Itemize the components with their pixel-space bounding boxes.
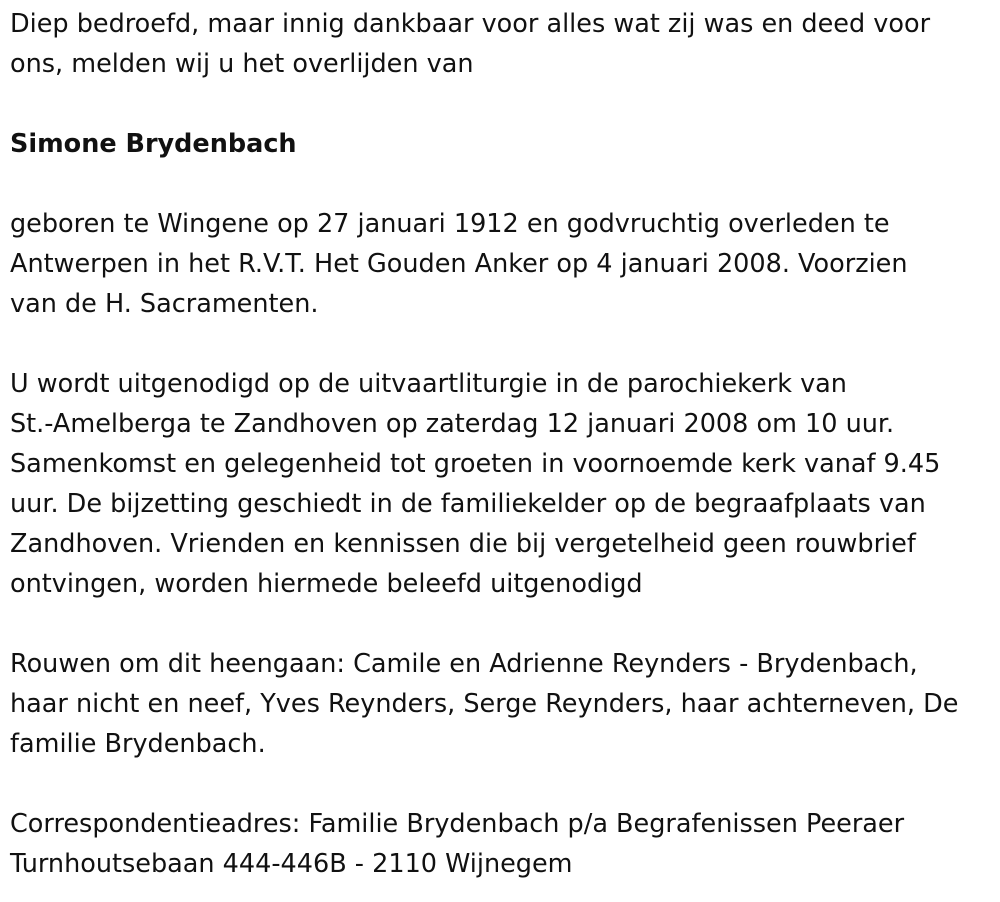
text-line: St.-Amelberga te Zandhoven op zaterdag 12 januari 2008 om 10 uur. <box>10 409 895 439</box>
text-line: Zandhoven. Vrienden en kennissen die bij vergetelheid geen rouwbrief <box>10 529 916 559</box>
text-line: familie Brydenbach. <box>10 729 266 759</box>
funeral-paragraph <box>10 364 990 604</box>
text-line: Diep bedroefd, maar innig dankbaar voor alles wat zij was en deed voor <box>10 9 931 39</box>
correspondence-paragraph <box>10 804 990 884</box>
deceased-name <box>10 124 990 164</box>
text-line: Antwerpen in het R.V.T. Het Gouden Anker op 4 januari 2008. Voorzien <box>10 249 908 279</box>
name-text: Simone Brydenbach <box>10 129 297 159</box>
text-line: Correspondentieadres: Familie Brydenbach p/a Begrafenissen Peeraer <box>10 809 905 839</box>
text-line: geboren te Wingene op 27 januari 1912 en godvruchtig overleden te <box>10 209 890 239</box>
text-line: U wordt uitgenodigd op de uitvaartliturgie in de parochiekerk van <box>10 369 847 399</box>
text-line: ons, melden wij u het overlijden van <box>10 49 474 79</box>
birth-death-paragraph <box>10 204 990 324</box>
intro-paragraph <box>10 4 990 84</box>
text-line: Turnhoutsebaan 444-446B - 2110 Wijnegem <box>10 849 573 879</box>
mourners-paragraph <box>10 644 990 764</box>
text-line: ontvingen, worden hiermede beleefd uitgenodigd <box>10 569 643 599</box>
text-line: Samenkomst en gelegenheid tot groeten in voornoemde kerk vanaf 9.45 <box>10 449 941 479</box>
text-line: uur. De bijzetting geschiedt in de familiekelder op de begraafplaats van <box>10 489 926 519</box>
text-line: haar nicht en neef, Yves Reynders, Serge Reynders, haar achterneven, De <box>10 689 959 719</box>
text-line: Rouwen om dit heengaan: Camile en Adrienne Reynders - Brydenbach, <box>10 649 918 679</box>
text-line: van de H. Sacramenten. <box>10 289 319 319</box>
